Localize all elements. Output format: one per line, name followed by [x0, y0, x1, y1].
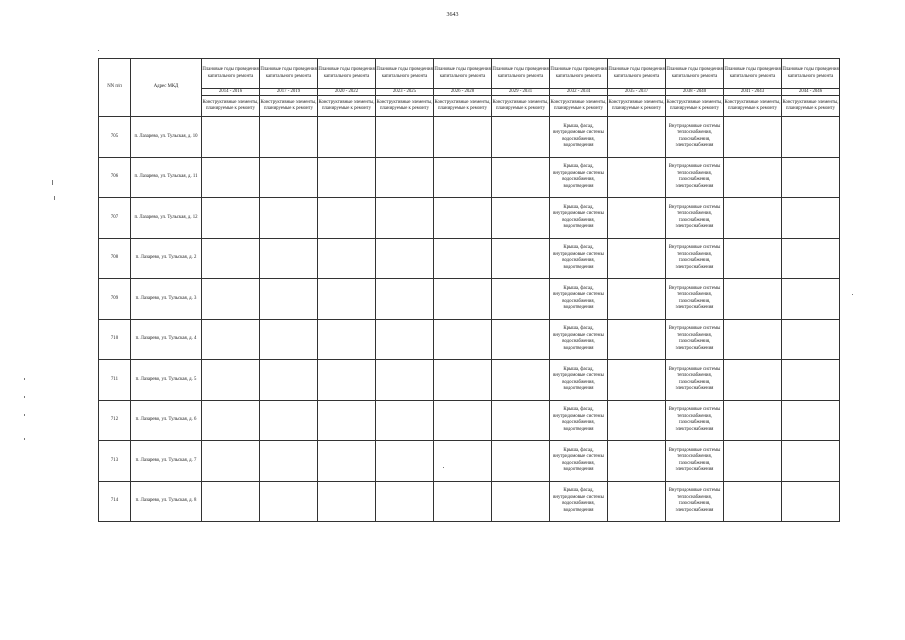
table-row	[99, 400, 840, 441]
element-header-1: Конструктивные элементы, планируемые к ремонту	[260, 96, 318, 117]
empty-cell	[724, 198, 782, 239]
work-cell-2038-2040: Внутридомовые системы теплоснабжения, газоснабжения, электроснабжения	[666, 157, 724, 198]
empty-cell	[376, 117, 434, 158]
empty-cell	[492, 117, 550, 158]
scan-artifact	[443, 467, 444, 468]
empty-cell	[492, 319, 550, 360]
empty-cell	[376, 360, 434, 401]
period-years-4: 2026 - 2028	[434, 89, 492, 96]
row-address: п. Лазарево, ул. Тульская, д. 7	[131, 441, 202, 482]
work-cell-2032-2034: Крыша, фасад, внутридомовые системы водоснабжения, водоотведения	[550, 238, 608, 279]
row-address: п. Лазарево, ул. Тульская, д. 10	[131, 117, 202, 158]
row-number: 705	[99, 117, 131, 158]
empty-cell	[434, 360, 492, 401]
empty-cell	[376, 319, 434, 360]
empty-cell	[376, 279, 434, 320]
work-cell-2038-2040: Внутридомовые системы теплоснабжения, газоснабжения, электроснабжения	[666, 400, 724, 441]
empty-cell	[724, 441, 782, 482]
empty-cell	[202, 157, 260, 198]
empty-cell	[724, 360, 782, 401]
scan-artifact	[24, 414, 25, 416]
empty-cell	[260, 441, 318, 482]
work-cell-2038-2040: Внутридомовые системы теплоснабжения, газоснабжения, электроснабжения	[666, 360, 724, 401]
empty-cell	[608, 157, 666, 198]
empty-cell	[492, 157, 550, 198]
empty-cell	[492, 238, 550, 279]
empty-cell	[376, 198, 434, 239]
period-header-0: Плановые годы проведения капитального ремонта	[202, 59, 260, 89]
element-header-7: Конструктивные элементы, планируемые к ремонту	[608, 96, 666, 117]
empty-cell	[492, 400, 550, 441]
period-years-6: 2032 - 2034	[550, 89, 608, 96]
empty-cell	[318, 441, 376, 482]
empty-cell	[260, 400, 318, 441]
empty-cell	[782, 400, 840, 441]
empty-cell	[376, 238, 434, 279]
element-header-3: Конструктивные элементы, планируемые к ремонту	[376, 96, 434, 117]
empty-cell	[782, 319, 840, 360]
period-header-2: Плановые годы проведения капитального ремонта	[318, 59, 376, 89]
empty-cell	[260, 360, 318, 401]
table-row	[99, 198, 840, 239]
empty-cell	[608, 319, 666, 360]
empty-cell	[782, 117, 840, 158]
empty-cell	[608, 360, 666, 401]
period-years-2: 2020 - 2022	[318, 89, 376, 96]
period-header-8: Плановые годы проведения капитального ремонта	[666, 59, 724, 89]
row-address: п. Лазарево, ул. Тульская, д. 2	[131, 238, 202, 279]
row-number: 709	[99, 279, 131, 320]
empty-cell	[260, 279, 318, 320]
element-header-8: Конструктивные элементы, планируемые к ремонту	[666, 96, 724, 117]
period-header-1: Плановые годы проведения капитального ремонта	[260, 59, 318, 89]
period-header-4: Плановые годы проведения капитального ремонта	[434, 59, 492, 89]
work-cell-2032-2034: Крыша, фасад, внутридомовые системы водоснабжения, водоотведения	[550, 157, 608, 198]
empty-cell	[434, 441, 492, 482]
row-address: п. Лазарево, ул. Тульская, д. 3	[131, 279, 202, 320]
scan-artifact	[54, 196, 55, 200]
empty-cell	[492, 441, 550, 482]
work-cell-2032-2034: Крыша, фасад, внутридомовые системы водоснабжения, водоотведения	[550, 360, 608, 401]
row-number: 710	[99, 319, 131, 360]
empty-cell	[318, 319, 376, 360]
work-cell-2032-2034: Крыша, фасад, внутридомовые системы водоснабжения, водоотведения	[550, 400, 608, 441]
empty-cell	[434, 481, 492, 522]
table-row	[99, 360, 840, 401]
empty-cell	[608, 279, 666, 320]
empty-cell	[434, 319, 492, 360]
repair-schedule-table	[98, 58, 840, 522]
period-years-3: 2023 - 2025	[376, 89, 434, 96]
element-header-6: Конструктивные элементы, планируемые к ремонту	[550, 96, 608, 117]
work-cell-2038-2040: Внутридомовые системы теплоснабжения, газоснабжения, электроснабжения	[666, 279, 724, 320]
element-header-0: Конструктивные элементы, планируемые к ремонту	[202, 96, 260, 117]
empty-cell	[260, 157, 318, 198]
period-years-9: 2041 - 2043	[724, 89, 782, 96]
empty-cell	[724, 238, 782, 279]
work-cell-2038-2040: Внутридомовые системы теплоснабжения, газоснабжения, электроснабжения	[666, 198, 724, 239]
work-cell-2032-2034: Крыша, фасад, внутридомовые системы водоснабжения, водоотведения	[550, 441, 608, 482]
scan-artifact	[24, 378, 25, 380]
empty-cell	[260, 319, 318, 360]
work-cell-2032-2034: Крыша, фасад, внутридомовые системы водоснабжения, водоотведения	[550, 279, 608, 320]
period-years-10: 2044 - 2046	[782, 89, 840, 96]
period-years-5: 2029 - 2031	[492, 89, 550, 96]
empty-cell	[260, 117, 318, 158]
empty-cell	[724, 319, 782, 360]
work-cell-2032-2034: Крыша, фасад, внутридомовые системы водоснабжения, водоотведения	[550, 117, 608, 158]
row-address: п. Лазарево, ул. Тульская, д. 5	[131, 360, 202, 401]
col-address-header: Адрес МКД	[131, 59, 202, 117]
empty-cell	[202, 238, 260, 279]
period-header-7: Плановые годы проведения капитального ремонта	[608, 59, 666, 89]
work-cell-2038-2040: Внутридомовые системы теплоснабжения, газоснабжения, электроснабжения	[666, 117, 724, 158]
empty-cell	[318, 360, 376, 401]
period-years-8: 2038 - 2040	[666, 89, 724, 96]
empty-cell	[724, 400, 782, 441]
empty-cell	[318, 117, 376, 158]
row-address: п. Лазарево, ул. Тульская, д. 11	[131, 157, 202, 198]
row-number: 714	[99, 481, 131, 522]
row-number: 707	[99, 198, 131, 239]
empty-cell	[434, 400, 492, 441]
empty-cell	[202, 400, 260, 441]
row-address: п. Лазарево, ул. Тульская, д. 6	[131, 400, 202, 441]
empty-cell	[318, 238, 376, 279]
empty-cell	[782, 279, 840, 320]
empty-cell	[318, 279, 376, 320]
empty-cell	[434, 238, 492, 279]
empty-cell	[202, 319, 260, 360]
empty-cell	[202, 481, 260, 522]
element-header-9: Конструктивные элементы, планируемые к ремонту	[724, 96, 782, 117]
empty-cell	[782, 238, 840, 279]
work-cell-2032-2034: Крыша, фасад, внутридомовые системы водоснабжения, водоотведения	[550, 319, 608, 360]
empty-cell	[260, 481, 318, 522]
empty-cell	[608, 117, 666, 158]
scan-artifact	[852, 294, 853, 295]
work-cell-2038-2040: Внутридомовые системы теплоснабжения, газоснабжения, электроснабжения	[666, 238, 724, 279]
row-number: 708	[99, 238, 131, 279]
empty-cell	[608, 441, 666, 482]
empty-cell	[434, 279, 492, 320]
empty-cell	[202, 360, 260, 401]
empty-cell	[724, 157, 782, 198]
period-header-6: Плановые годы проведения капитального ремонта	[550, 59, 608, 89]
empty-cell	[608, 198, 666, 239]
empty-cell	[492, 279, 550, 320]
empty-cell	[724, 481, 782, 522]
empty-cell	[782, 481, 840, 522]
empty-cell	[318, 157, 376, 198]
period-header-10: Плановые годы проведения капитального ремонта	[782, 59, 840, 89]
empty-cell	[782, 441, 840, 482]
period-header-9: Плановые годы проведения капитального ремонта	[724, 59, 782, 89]
empty-cell	[318, 481, 376, 522]
empty-cell	[492, 360, 550, 401]
empty-cell	[376, 481, 434, 522]
row-address: п. Лазарево, ул. Тульская, д. 4	[131, 319, 202, 360]
empty-cell	[376, 400, 434, 441]
row-number: 712	[99, 400, 131, 441]
empty-cell	[318, 400, 376, 441]
page-number: 3643	[446, 12, 459, 18]
empty-cell	[376, 157, 434, 198]
empty-cell	[202, 117, 260, 158]
row-number: 713	[99, 441, 131, 482]
table-row	[99, 238, 840, 279]
work-cell-2032-2034: Крыша, фасад, внутридомовые системы водоснабжения, водоотведения	[550, 198, 608, 239]
empty-cell	[434, 157, 492, 198]
scan-artifact	[52, 180, 53, 185]
row-address: п. Лазарево, ул. Тульская, д. 8	[131, 481, 202, 522]
table-row	[99, 279, 840, 320]
empty-cell	[260, 198, 318, 239]
scan-artifact	[98, 50, 99, 51]
work-cell-2038-2040: Внутридомовые системы теплоснабжения, газоснабжения, электроснабжения	[666, 441, 724, 482]
empty-cell	[260, 238, 318, 279]
col-num-header: NN п/п	[99, 59, 131, 117]
empty-cell	[492, 481, 550, 522]
empty-cell	[782, 198, 840, 239]
empty-cell	[608, 400, 666, 441]
period-years-7: 2035 - 2037	[608, 89, 666, 96]
empty-cell	[782, 360, 840, 401]
empty-cell	[724, 117, 782, 158]
empty-cell	[202, 441, 260, 482]
row-number: 706	[99, 157, 131, 198]
scan-artifact	[24, 438, 25, 440]
empty-cell	[376, 441, 434, 482]
table-row	[99, 481, 840, 522]
empty-cell	[202, 198, 260, 239]
work-cell-2038-2040: Внутридомовые системы теплоснабжения, газоснабжения, электроснабжения	[666, 481, 724, 522]
empty-cell	[434, 198, 492, 239]
element-header-4: Конструктивные элементы, планируемые к ремонту	[434, 96, 492, 117]
empty-cell	[202, 279, 260, 320]
row-address: п. Лазарево, ул. Тульская, д. 12	[131, 198, 202, 239]
table-row	[99, 157, 840, 198]
period-years-0: 2014 - 2016	[202, 89, 260, 96]
period-header-5: Плановые годы проведения капитального ремонта	[492, 59, 550, 89]
period-years-1: 2017 - 2019	[260, 89, 318, 96]
empty-cell	[724, 279, 782, 320]
element-header-10: Конструктивные элементы, планируемые к ремонту	[782, 96, 840, 117]
empty-cell	[492, 198, 550, 239]
table-row	[99, 117, 840, 158]
table-row	[99, 319, 840, 360]
period-header-3: Плановые годы проведения капитального ремонта	[376, 59, 434, 89]
empty-cell	[608, 238, 666, 279]
empty-cell	[608, 481, 666, 522]
element-header-5: Конструктивные элементы, планируемые к ремонту	[492, 96, 550, 117]
scan-artifact	[24, 396, 25, 398]
work-cell-2032-2034: Крыша, фасад, внутридомовые системы водоснабжения, водоотведения	[550, 481, 608, 522]
empty-cell	[782, 157, 840, 198]
work-cell-2038-2040: Внутридомовые системы теплоснабжения, газоснабжения, электроснабжения	[666, 319, 724, 360]
empty-cell	[434, 117, 492, 158]
row-number: 711	[99, 360, 131, 401]
table-row	[99, 441, 840, 482]
element-header-2: Конструктивные элементы, планируемые к ремонту	[318, 96, 376, 117]
empty-cell	[318, 198, 376, 239]
